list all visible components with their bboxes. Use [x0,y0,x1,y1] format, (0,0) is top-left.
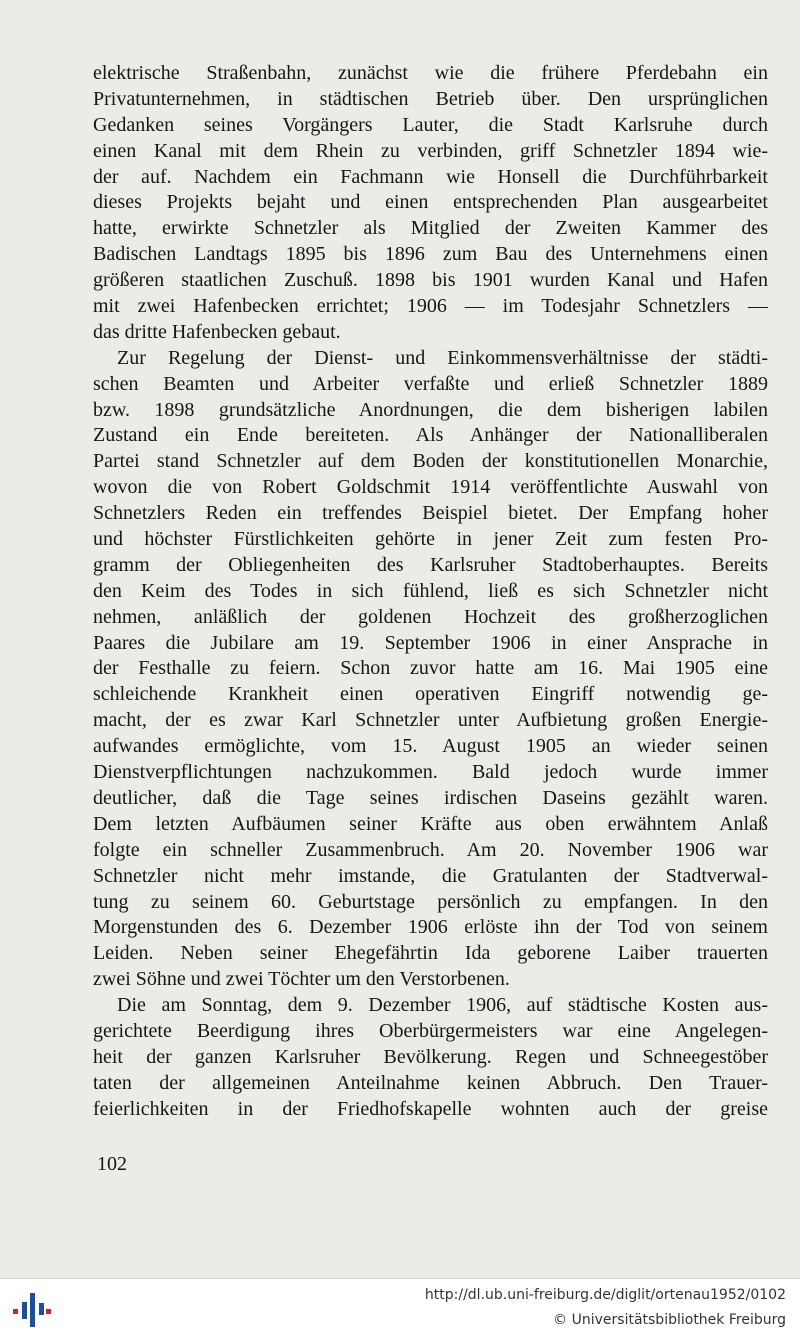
text-line: der Festhalle zu feiern. Schon zuvor hatte am 16. Mai 1905 eine [93,657,768,680]
text-line: folgte ein schneller Zusammenbruch. Am 20. November 1906 war [93,838,768,861]
text-line: mit zwei Hafenbecken errichtet; 1906 — im Todesjahr Schnetzlers — [93,295,768,318]
viewer-footer [0,1278,800,1337]
text-line: Die am Sonntag, dem 9. Dezember 1906, auf städtische Kosten aus- [117,994,768,1017]
text-line: bzw. 1898 grundsätzliche Anordnungen, die dem bisherigen labilen [93,398,768,421]
text-line: tung zu seinem 60. Geburtstage persönlich zu empfangen. In den [93,890,768,913]
text-line: Badischen Landtags 1895 bis 1896 zum Bau des Unternehmens einen [93,243,768,266]
text-line: Paares die Jubilare am 19. September 1906 in einer Ansprache in [93,631,768,654]
text-line: heit der ganzen Karlsruher Bevölkerung. Regen und Schneegestöber [93,1045,768,1068]
text-line: und höchster Fürstlichkeiten gehörte in jener Zeit zum festen Pro- [93,528,768,551]
text-line: das dritte Hafenbecken gebaut. [93,320,341,343]
text-line: Partei stand Schnetzler auf dem Boden der konstitutionellen Monarchie, [93,450,768,473]
text-line: macht, der es zwar Karl Schnetzler unter Aufbietung großen Energie- [93,709,768,732]
text-line: gramm der Obliegenheiten des Karlsruher Stadtoberhauptes. Bereits [93,553,768,576]
text-line: Leiden. Neben seiner Ehegefährtin Ida geborene Laiber trauerten [93,942,768,965]
text-line: nehmen, anläßlich der goldenen Hochzeit des großherzoglichen [93,605,768,628]
text-line: der auf. Nachdem ein Fachmann wie Honsell die Durchführbarkeit [93,165,768,188]
source-url-link[interactable]: http://dl.ub.uni-freiburg.de/diglit/ortenau1952/0102 [424,1287,786,1303]
text-line: elektrische Straßenbahn, zunächst wie die frühere Pferdebahn ein [93,62,768,84]
text-line: Morgenstunden des 6. Dezember 1906 erlöste ihn der Tod von seinem [93,916,768,939]
text-line: wovon die von Robert Goldschmit 1914 veröffentlichte Auswahl von [93,476,768,499]
text-line: Zustand ein Ende bereiteten. Als Anhänger der Nationalliberalen [93,424,768,447]
text-line: schen Beamten und Arbeiter verfaßte und erließ Schnetzler 1889 [93,372,768,395]
text-line: Dem letzten Aufbäumen seiner Kräfte aus oben erwähntem Anlaß [93,812,768,835]
copyright-notice: © Universitätsbibliothek Freiburg [553,1312,786,1328]
text-line: Schnetzlers Reden ein treffendes Beispiel bietet. Der Empfang hoher [93,502,768,525]
text-line: dieses Projekts bejaht und einen entsprechenden Plan ausgearbeitet [93,191,768,214]
text-line: Dienstverpflichtungen nachzukommen. Bald jedoch wurde immer [93,761,768,784]
text-line: Privatunternehmen, in städtischen Betrieb über. Den ursprünglichen [93,87,768,110]
text-line: gerichtete Beerdigung ihres Oberbürgermeisters war eine Angelegen- [93,1019,768,1042]
ub-freiburg-logo-icon [10,1289,52,1329]
text-line: den Keim des Todes in sich fühlend, ließ es sich Schnetzler nicht [93,579,768,602]
text-line: schleichende Krankheit einen operativen Eingriff notwendig ge- [93,683,768,706]
text-line: Zur Regelung der Dienst- und Einkommensverhältnisse der städti- [117,346,768,369]
text-line: Schnetzler nicht mehr imstande, die Gratulanten der Stadtverwal- [93,864,768,887]
text-line: einen Kanal mit dem Rhein zu verbinden, griff Schnetzler 1894 wie- [93,139,768,162]
text-line: größeren staatlichen Zuschuß. 1898 bis 1901 wurden Kanal und Hafen [93,269,768,292]
text-line: hatte, erwirkte Schnetzler als Mitglied der Zweiten Kammer des [93,217,768,240]
text-line: aufwandes ermöglichte, vom 15. August 1905 an wieder seinen [93,735,768,758]
body-text [93,61,768,1123]
page-number: 102 [97,1153,127,1175]
text-line: zwei Söhne und zwei Töchter um den Verstorbenen. [93,968,510,991]
text-line: Gedanken seines Vorgängers Lauter, die Stadt Karlsruhe durch [93,113,768,136]
text-line: deutlicher, daß die Tage seines irdischen Daseins gezählt waren. [93,786,768,809]
text-line: taten der allgemeinen Anteilnahme keinen Abbruch. Den Trauer- [93,1071,768,1094]
text-line: feierlichkeiten in der Friedhofskapelle wohnten auch der greise [93,1097,768,1120]
